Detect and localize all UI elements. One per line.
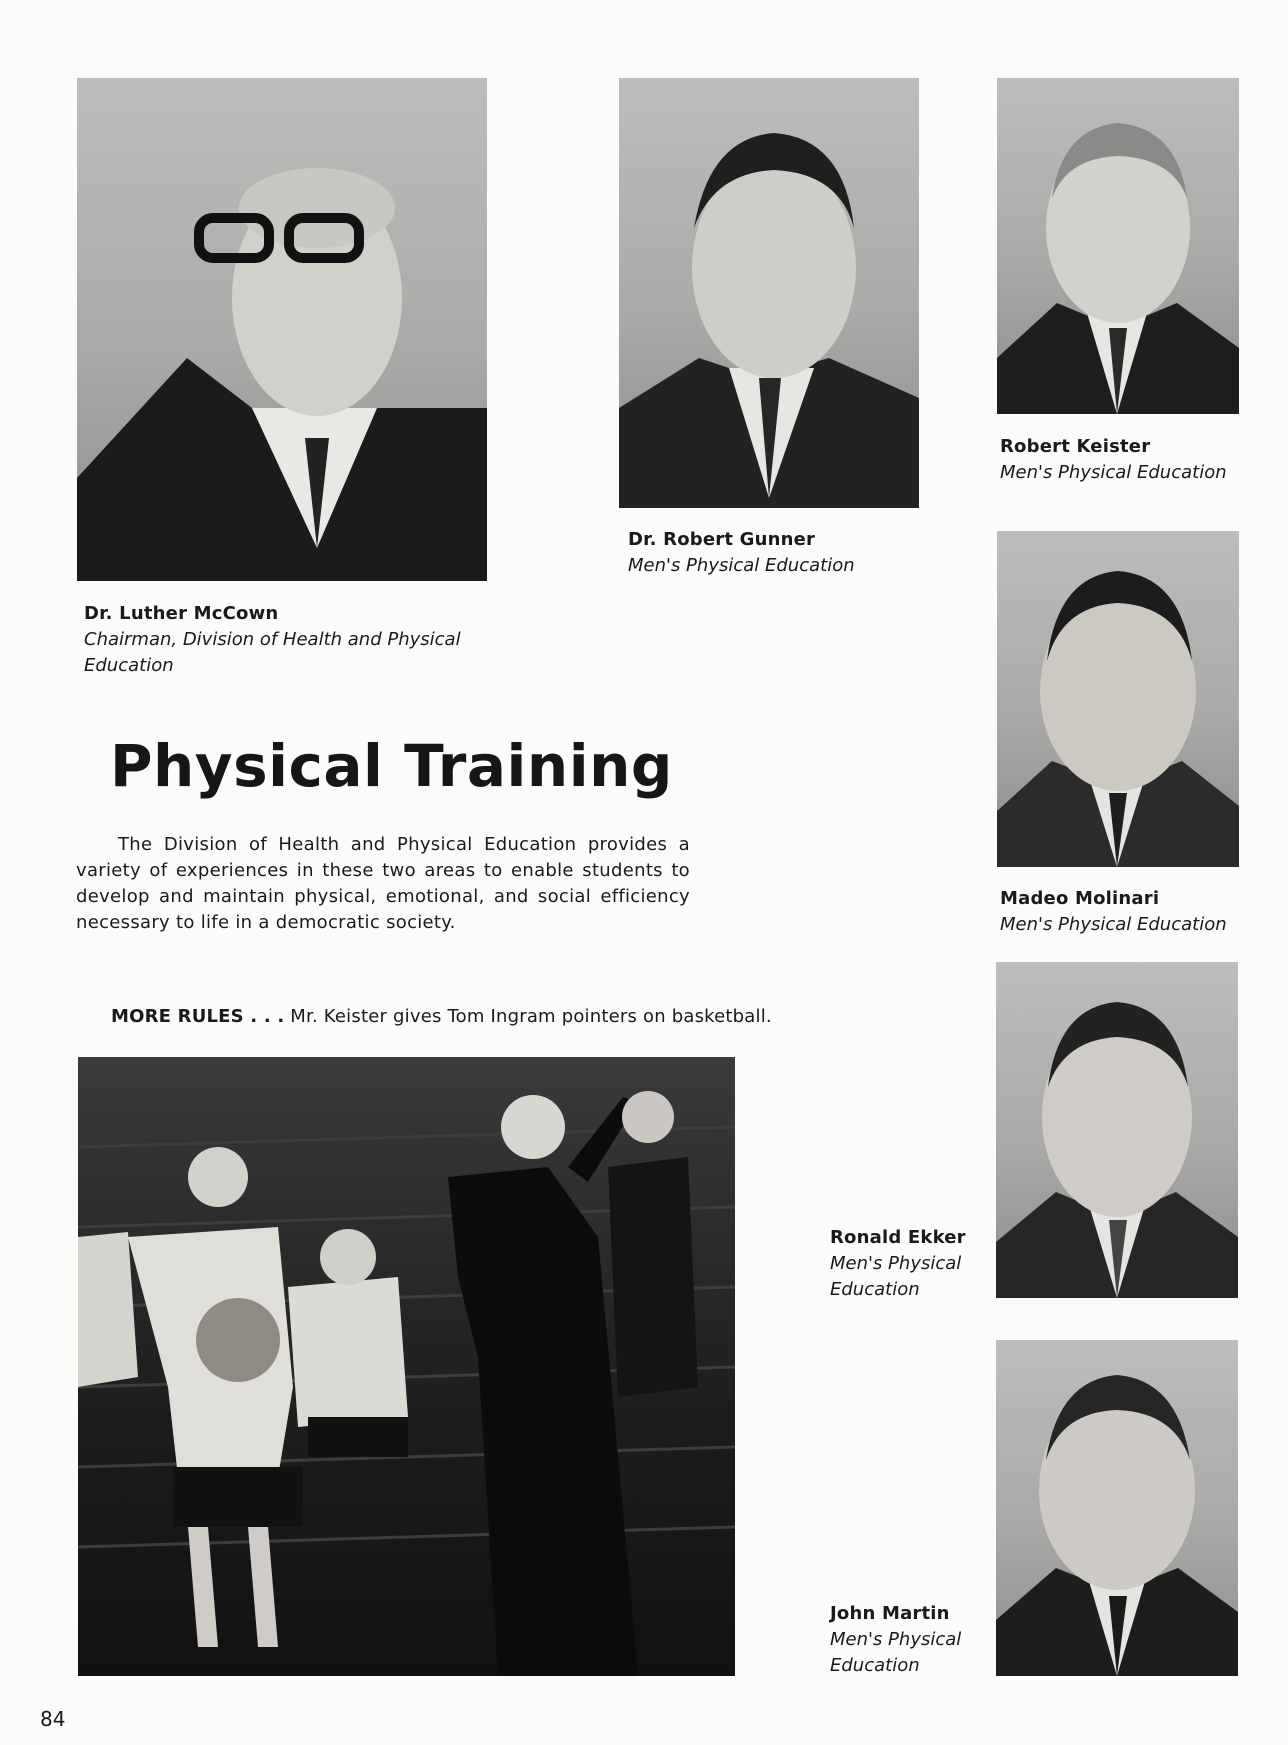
portrait-photo-gunner: [619, 78, 919, 508]
name-gunner: Dr. Robert Gunner: [628, 529, 816, 550]
page-number: 84: [40, 1707, 66, 1731]
name-ekker: Ronald Ekker: [830, 1227, 966, 1248]
name-keister: Robert Keister: [1000, 436, 1151, 457]
name-martin: John Martin: [830, 1603, 950, 1624]
caption-martin: [830, 1601, 970, 1679]
role-ekker: Men's Physical Education: [830, 1253, 962, 1300]
role-molinari: Men's Physical Education: [1000, 914, 1227, 935]
photo-caption-lead: MORE RULES . . .: [111, 1006, 285, 1027]
portrait-photo-martin: [996, 1340, 1238, 1676]
photo-caption-text: Mr. Keister gives Tom Ingram pointers on basketball.: [284, 1006, 772, 1027]
name-molinari: Madeo Molinari: [1000, 888, 1160, 909]
role-gunner: Men's Physical Education: [628, 555, 855, 576]
caption-ekker: [830, 1225, 970, 1303]
caption-molinari: [1000, 886, 1280, 938]
caption-mccown: [84, 601, 504, 679]
page-title: Physical Training: [110, 732, 673, 800]
portrait-photo-molinari: [997, 531, 1239, 867]
portrait-photo-mccown: [77, 78, 487, 581]
role-keister: Men's Physical Education: [1000, 462, 1227, 483]
portrait-photo-keister: [997, 78, 1239, 414]
caption-keister: [1000, 434, 1280, 486]
name-mccown: Dr. Luther McCown: [84, 603, 279, 624]
basketball-practice-photo: [78, 1057, 735, 1676]
role-mccown: Chairman, Division of Health and Physical Education: [84, 629, 461, 676]
role-martin: Men's Physical Education: [830, 1629, 962, 1676]
article-body: The Division of Health and Physical Education provides a variety of experiences in these two areas to enable students to develop and maintain physical, emotional, and social efficiency necessary to life in a democratic society.: [76, 834, 690, 933]
photo-caption: [111, 1006, 772, 1027]
portrait-photo-ekker: [996, 962, 1238, 1298]
caption-gunner: [628, 527, 928, 579]
